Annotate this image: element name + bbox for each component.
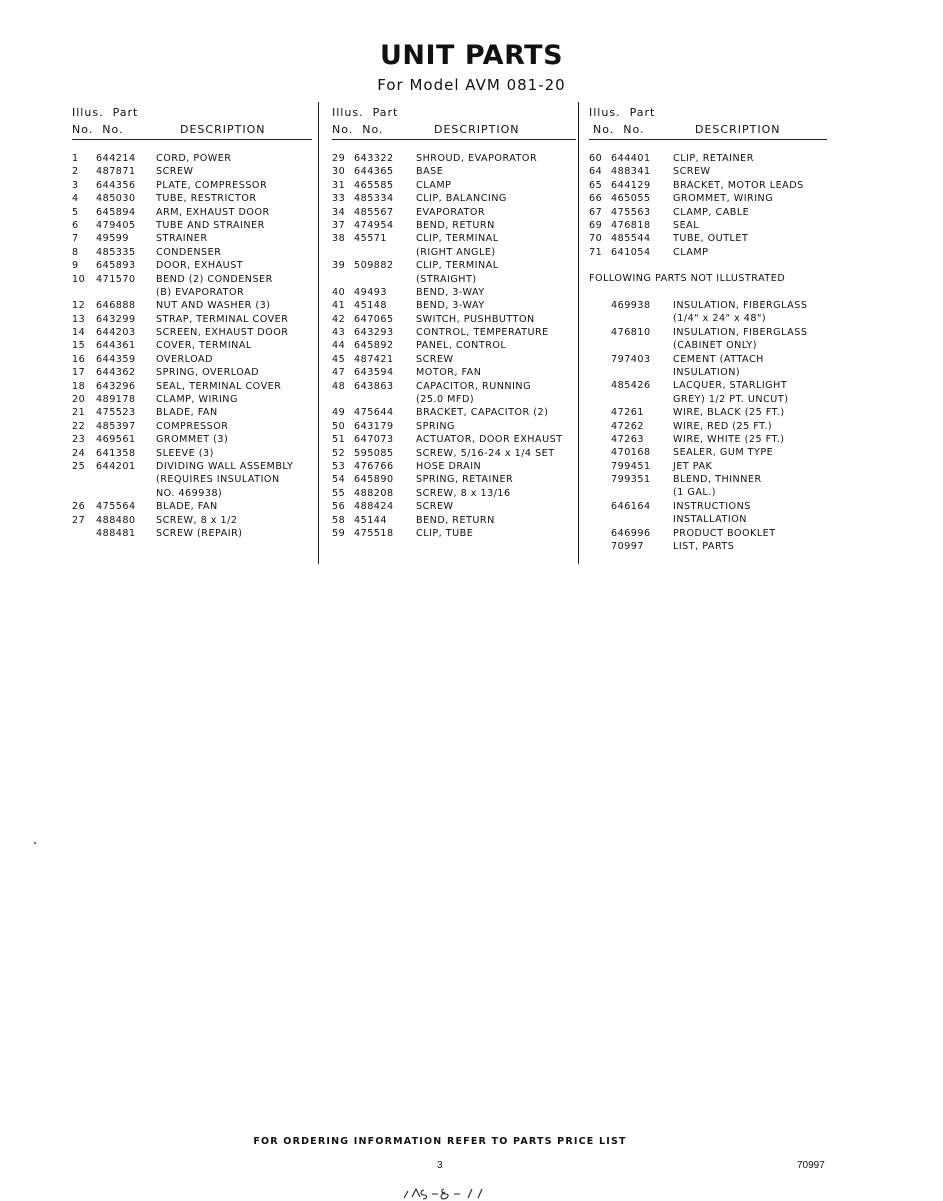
illus-number: 71 bbox=[589, 246, 603, 258]
illus-number: 45 bbox=[332, 353, 346, 365]
header-description: DESCRIPTION bbox=[434, 123, 520, 136]
illus-number: 34 bbox=[332, 206, 346, 218]
ordering-footer: FOR ORDERING INFORMATION REFER TO PARTS PRICE LIST bbox=[253, 1136, 627, 1147]
illus-number: 64 bbox=[589, 166, 603, 178]
illus-number: 8 bbox=[72, 246, 79, 258]
part-number: 476818 bbox=[611, 219, 651, 231]
illus-number: 16 bbox=[72, 353, 86, 365]
part-description: GREY) 1/2 PT. UNCUT) bbox=[673, 393, 789, 405]
illus-number: 26 bbox=[72, 501, 86, 513]
part-description: DIVIDING WALL ASSEMBLY bbox=[156, 460, 294, 472]
illus-number: 31 bbox=[332, 179, 346, 191]
part-number: 509882 bbox=[354, 260, 394, 272]
part-number: 47261 bbox=[611, 407, 645, 419]
illus-number: 1 bbox=[72, 153, 79, 164]
illus-number: 69 bbox=[589, 219, 603, 231]
part-description: (1 GAL.) bbox=[673, 487, 717, 499]
part-number: 475644 bbox=[354, 407, 394, 419]
part-description: CLAMP, CABLE bbox=[673, 206, 750, 218]
illus-number: 59 bbox=[332, 527, 346, 539]
part-number: 644361 bbox=[96, 340, 136, 352]
illus-number: 6 bbox=[72, 219, 79, 231]
illus-number: 38 bbox=[332, 233, 346, 245]
part-description: SCREW bbox=[156, 166, 194, 178]
header-description: DESCRIPTION bbox=[695, 123, 781, 136]
illus-number: 23 bbox=[72, 434, 86, 446]
part-number: 49493 bbox=[354, 286, 388, 298]
part-description: TUBE, OUTLET bbox=[673, 233, 749, 245]
part-description: SEALER, GUM TYPE bbox=[673, 447, 774, 459]
part-number: 49599 bbox=[96, 233, 130, 245]
part-description: SCREW bbox=[673, 166, 711, 178]
part-number: 475564 bbox=[96, 501, 136, 513]
part-number: 645893 bbox=[96, 260, 136, 272]
part-number: 476810 bbox=[611, 326, 651, 338]
header-illus-part: Illus. Part bbox=[589, 106, 656, 119]
part-description: BEND, 3-WAY bbox=[416, 300, 485, 312]
part-description: SCREW bbox=[416, 353, 454, 365]
part-number: 643863 bbox=[354, 380, 394, 392]
part-description: (CABINET ONLY) bbox=[673, 340, 757, 352]
part-number: 644356 bbox=[96, 179, 136, 191]
part-description: COVER, TERMINAL bbox=[156, 340, 252, 352]
part-number: 475563 bbox=[611, 206, 651, 218]
part-description: CLAMP bbox=[673, 246, 709, 258]
illus-number: 54 bbox=[332, 474, 346, 486]
illus-number: 50 bbox=[332, 420, 346, 432]
part-number: 645894 bbox=[96, 206, 136, 218]
illus-number: 17 bbox=[72, 367, 86, 379]
part-number: 469938 bbox=[611, 300, 651, 311]
illus-number: 44 bbox=[332, 340, 346, 352]
part-number: 485567 bbox=[354, 206, 394, 218]
illus-number: 22 bbox=[72, 420, 86, 432]
part-description: CAPACITOR, RUNNING bbox=[416, 380, 532, 392]
illus-number: 39 bbox=[332, 260, 346, 272]
part-description: INSULATION, FIBERGLASS bbox=[673, 326, 808, 338]
part-number: 644129 bbox=[611, 179, 651, 191]
part-description: NO. 469938) bbox=[156, 487, 223, 499]
header-rule bbox=[589, 139, 827, 140]
header-illus-part: Illus. Part bbox=[332, 106, 399, 119]
part-number: 487871 bbox=[96, 166, 136, 178]
part-description: SPRING, OVERLOAD bbox=[156, 367, 260, 379]
page-title: UNIT PARTS bbox=[379, 40, 564, 71]
part-description: (RIGHT ANGLE) bbox=[416, 246, 496, 258]
part-number: 643296 bbox=[96, 380, 136, 392]
part-number: 488341 bbox=[611, 166, 651, 178]
header-description: DESCRIPTION bbox=[180, 123, 266, 136]
illus-number: 37 bbox=[332, 219, 346, 231]
part-description: CLIP, TUBE bbox=[416, 527, 474, 539]
part-number: 487421 bbox=[354, 353, 394, 365]
part-number: 643293 bbox=[354, 327, 394, 339]
part-number: 645890 bbox=[354, 474, 394, 486]
column-header bbox=[589, 104, 827, 140]
part-number: 644401 bbox=[611, 153, 651, 164]
page-number: 3 bbox=[437, 1160, 443, 1171]
column-header bbox=[332, 104, 576, 140]
part-number: 485335 bbox=[96, 246, 136, 258]
part-number: 644201 bbox=[96, 460, 136, 472]
part-description: INSULATION) bbox=[673, 366, 741, 378]
illus-number: 12 bbox=[72, 300, 86, 312]
part-number: 470168 bbox=[611, 447, 651, 459]
illus-number: 70 bbox=[589, 233, 603, 245]
header-rule bbox=[72, 139, 312, 140]
part-description: JET PAK bbox=[673, 460, 713, 472]
part-number: 641054 bbox=[611, 246, 651, 258]
part-number: 485426 bbox=[611, 380, 651, 392]
illus-number: 49 bbox=[332, 407, 346, 419]
part-description: SWITCH, PUSHBUTTON bbox=[416, 313, 535, 325]
part-description: BEND, 3-WAY bbox=[416, 286, 485, 298]
illus-number: 65 bbox=[589, 179, 603, 191]
part-description: ACTUATOR, DOOR EXHAUST bbox=[416, 434, 563, 446]
illus-number: 14 bbox=[72, 327, 86, 339]
part-description: SCREW, 8 x 1/2 bbox=[156, 514, 238, 526]
part-description: NUT AND WASHER (3) bbox=[156, 300, 271, 312]
illus-number: 42 bbox=[332, 313, 346, 325]
part-description: CLAMP bbox=[416, 179, 452, 191]
part-number: 45148 bbox=[354, 300, 388, 312]
part-number: 643299 bbox=[96, 313, 136, 325]
illus-number: 56 bbox=[332, 501, 346, 513]
part-number: 799451 bbox=[611, 460, 651, 472]
part-number: 646888 bbox=[96, 300, 136, 312]
illus-number: 41 bbox=[332, 300, 346, 312]
illus-number: 30 bbox=[332, 166, 346, 178]
part-number: 488481 bbox=[96, 527, 136, 539]
part-number: 799351 bbox=[611, 474, 651, 486]
part-description: SEAL, TERMINAL COVER bbox=[156, 380, 282, 392]
part-description: TUBE AND STRAINER bbox=[156, 219, 265, 231]
handwritten-note bbox=[402, 1185, 522, 1201]
column-divider bbox=[578, 102, 579, 564]
part-description: WIRE, WHITE (25 FT.) bbox=[673, 433, 785, 445]
part-description: CEMENT (ATTACH bbox=[673, 353, 764, 365]
illus-number: 13 bbox=[72, 313, 86, 325]
part-description: BEND, RETURN bbox=[416, 514, 495, 526]
part-description: (1/4" x 24" x 48") bbox=[673, 313, 767, 325]
part-number: 643594 bbox=[354, 367, 394, 379]
part-description: CONTROL, TEMPERATURE bbox=[416, 327, 549, 339]
part-description: SHROUD, EVAPORATOR bbox=[416, 153, 538, 164]
header-no: No. No. bbox=[593, 123, 645, 136]
part-description: EVAPORATOR bbox=[416, 206, 486, 218]
part-number: 647073 bbox=[354, 434, 394, 446]
part-description: LIST, PARTS bbox=[673, 541, 735, 553]
part-number: 47262 bbox=[611, 420, 645, 432]
header-no: No. No. bbox=[72, 123, 124, 136]
part-description: SPRING, RETAINER bbox=[416, 474, 514, 486]
parts-column-2 bbox=[332, 104, 576, 539]
part-description: CLAMP, WIRING bbox=[156, 394, 238, 406]
part-number: 485397 bbox=[96, 420, 136, 432]
part-description: COMPRESSOR bbox=[156, 420, 229, 432]
scan-speck bbox=[34, 842, 36, 844]
part-number: 641358 bbox=[96, 447, 136, 459]
part-number: 465585 bbox=[354, 179, 394, 191]
part-number: 469561 bbox=[96, 434, 136, 446]
illus-number: 4 bbox=[72, 193, 79, 205]
part-description: GROMMET, WIRING bbox=[673, 193, 774, 205]
part-description: PANEL, CONTROL bbox=[416, 340, 507, 352]
part-number: 644359 bbox=[96, 353, 136, 365]
part-number: 485334 bbox=[354, 193, 394, 205]
part-description: (25.0 MFD) bbox=[416, 394, 475, 406]
illus-number: 15 bbox=[72, 340, 86, 352]
part-number: 643179 bbox=[354, 420, 394, 432]
part-number: 488480 bbox=[96, 514, 136, 526]
part-description: SCREW (REPAIR) bbox=[156, 527, 243, 539]
part-description: SCREW bbox=[416, 501, 454, 513]
part-number: 479405 bbox=[96, 219, 136, 231]
illus-number: 58 bbox=[332, 514, 346, 526]
illus-number: 24 bbox=[72, 447, 86, 459]
column-header bbox=[72, 104, 312, 140]
illus-number: 2 bbox=[72, 166, 79, 178]
part-number: 47263 bbox=[611, 433, 645, 445]
part-description: SPRING bbox=[416, 420, 455, 432]
part-number: 644365 bbox=[354, 166, 394, 178]
part-number: 488208 bbox=[354, 487, 394, 499]
part-number: 485030 bbox=[96, 193, 136, 205]
part-number: 646996 bbox=[611, 527, 651, 539]
parts-column-3: Illus. Part No. No. DESCRIPTION 60 644401 CLIP, RETAINER 64 488341 SCREW 65 644129 BRACKET, MOTOR LEADS 66 465055 GROMMET, WIRING 67 475563 CLAMP, CABLE 69 476818 SEAL 70 485544 TUBE, OUTLET 71 641054 CLAMP FOLLOWING PARTS NOT ILLUSTRATED 469938 INSULATION, FIBERGLASS (1/4" x 24" x 48") 476810 INSULATION, FIBERGLASS (CABINET ONLY) 797403 CEMENT (ATTACH INSULATION) 485426 LACQUER, STARLIGHT GREY) 1/2 PT. UNCUT) 47261 WIRE, BLACK (25 FT.) 47262 WIRE, RED (25 FT.) 47263 WIRE, WHITE (25 FT.) 470168 SEALER, GUM TYPE 799451 JET PAK 799351 BLEND, THINNER (1 GAL.) 646164 INSTRUCTIONS INSTALLATION 646996 PRODUCT BOOKLET 70997 LIST, PARTS bbox=[589, 104, 827, 140]
illus-number: 47 bbox=[332, 367, 346, 379]
part-number: 45144 bbox=[354, 514, 388, 526]
illus-number: 48 bbox=[332, 380, 346, 392]
part-description: CLIP, TERMINAL bbox=[416, 260, 499, 272]
part-description: (REQUIRES INSULATION bbox=[156, 474, 280, 486]
part-description: SCREEN, EXHAUST DOOR bbox=[156, 327, 289, 339]
part-description: LACQUER, STARLIGHT bbox=[673, 380, 788, 392]
part-number: 45571 bbox=[354, 233, 388, 245]
illus-number: 20 bbox=[72, 394, 86, 406]
illus-number: 29 bbox=[332, 153, 346, 164]
part-description: MOTOR, FAN bbox=[416, 367, 482, 379]
part-description: BLADE, FAN bbox=[156, 407, 218, 419]
part-number: 465055 bbox=[611, 193, 651, 205]
part-number: 595085 bbox=[354, 447, 394, 459]
part-number: 643322 bbox=[354, 153, 394, 164]
part-number: 797403 bbox=[611, 353, 651, 365]
illus-number: 27 bbox=[72, 514, 86, 526]
illus-number: 33 bbox=[332, 193, 346, 205]
part-number: 645892 bbox=[354, 340, 394, 352]
illus-number: 66 bbox=[589, 193, 603, 205]
part-description: INSTRUCTIONS bbox=[673, 500, 751, 512]
part-description: GROMMET (3) bbox=[156, 434, 229, 446]
illus-number: 67 bbox=[589, 206, 603, 218]
part-description: HOSE DRAIN bbox=[416, 460, 482, 472]
part-description: PLATE, COMPRESSOR bbox=[156, 179, 268, 191]
illus-number: 52 bbox=[332, 447, 346, 459]
part-description: BRACKET, CAPACITOR (2) bbox=[416, 407, 549, 419]
part-description: WIRE, RED (25 FT.) bbox=[673, 420, 773, 432]
part-description: BLADE, FAN bbox=[156, 501, 218, 513]
part-description: (B) EVAPORATOR bbox=[156, 286, 245, 298]
document-number: 70997 bbox=[797, 1160, 825, 1171]
part-description: CLIP, TERMINAL bbox=[416, 233, 499, 245]
part-description: OVERLOAD bbox=[156, 353, 214, 365]
part-description: SCREW, 8 x 13/16 bbox=[416, 487, 511, 499]
part-description: ARM, EXHAUST DOOR bbox=[156, 206, 270, 218]
illus-number: 51 bbox=[332, 434, 346, 446]
illus-number: 40 bbox=[332, 286, 346, 298]
illus-number: 18 bbox=[72, 380, 86, 392]
column-divider bbox=[318, 102, 319, 564]
part-number: 488424 bbox=[354, 501, 394, 513]
part-number: 475523 bbox=[96, 407, 136, 419]
part-description: CORD, POWER bbox=[156, 153, 232, 164]
header-no: No. No. bbox=[332, 123, 384, 136]
part-description: INSTALLATION bbox=[673, 514, 747, 526]
part-number: 489178 bbox=[96, 394, 136, 406]
part-description: BEND, RETURN bbox=[416, 219, 495, 231]
part-description: (STRAIGHT) bbox=[416, 273, 477, 285]
illus-number: 9 bbox=[72, 260, 79, 272]
part-description: SLEEVE (3) bbox=[156, 447, 214, 459]
part-description: DOOR, EXHAUST bbox=[156, 260, 244, 272]
part-number: 485544 bbox=[611, 233, 651, 245]
illus-number: 55 bbox=[332, 487, 346, 499]
part-number: 646164 bbox=[611, 500, 651, 512]
part-description: BRACKET, MOTOR LEADS bbox=[673, 179, 804, 191]
part-description: SCREW, 5/16-24 x 1/4 SET bbox=[416, 447, 555, 459]
illus-number: 10 bbox=[72, 273, 86, 285]
illus-number: 25 bbox=[72, 460, 86, 472]
part-description: CLIP, BALANCING bbox=[416, 193, 507, 205]
part-description: STRAP, TERMINAL COVER bbox=[156, 313, 289, 325]
part-description: BLEND, THINNER bbox=[673, 474, 762, 486]
part-description: WIRE, BLACK (25 FT.) bbox=[673, 407, 785, 419]
part-number: 475518 bbox=[354, 527, 394, 539]
part-description: STRAINER bbox=[156, 233, 208, 245]
part-number: 644214 bbox=[96, 153, 136, 164]
part-description: BEND (2) CONDENSER bbox=[156, 273, 273, 285]
illus-number: 3 bbox=[72, 179, 79, 191]
part-number: 647065 bbox=[354, 313, 394, 325]
part-number: 474954 bbox=[354, 219, 394, 231]
part-number: 644203 bbox=[96, 327, 136, 339]
header-illus-part: Illus. Part bbox=[72, 106, 139, 119]
part-description: CLIP, RETAINER bbox=[673, 153, 754, 164]
model-subtitle: For Model AVM 081-20 bbox=[377, 76, 566, 94]
illus-number: 43 bbox=[332, 327, 346, 339]
illus-number: 7 bbox=[72, 233, 79, 245]
illus-number: 21 bbox=[72, 407, 86, 419]
illus-number: 5 bbox=[72, 206, 79, 218]
header-rule bbox=[332, 139, 576, 140]
part-number: 471570 bbox=[96, 273, 136, 285]
part-description: TUBE, RESTRICTOR bbox=[156, 193, 257, 205]
illus-number: 53 bbox=[332, 460, 346, 472]
part-description: SEAL bbox=[673, 219, 700, 231]
part-description: BASE bbox=[416, 166, 444, 178]
part-description: CONDENSER bbox=[156, 246, 222, 258]
part-description: INSULATION, FIBERGLASS bbox=[673, 300, 808, 311]
part-number: 70997 bbox=[611, 541, 645, 553]
part-number: 644362 bbox=[96, 367, 136, 379]
part-number: 476766 bbox=[354, 460, 394, 472]
part-description: PRODUCT BOOKLET bbox=[673, 527, 776, 539]
parts-column-1 bbox=[72, 104, 312, 539]
illus-number: 60 bbox=[589, 153, 603, 164]
